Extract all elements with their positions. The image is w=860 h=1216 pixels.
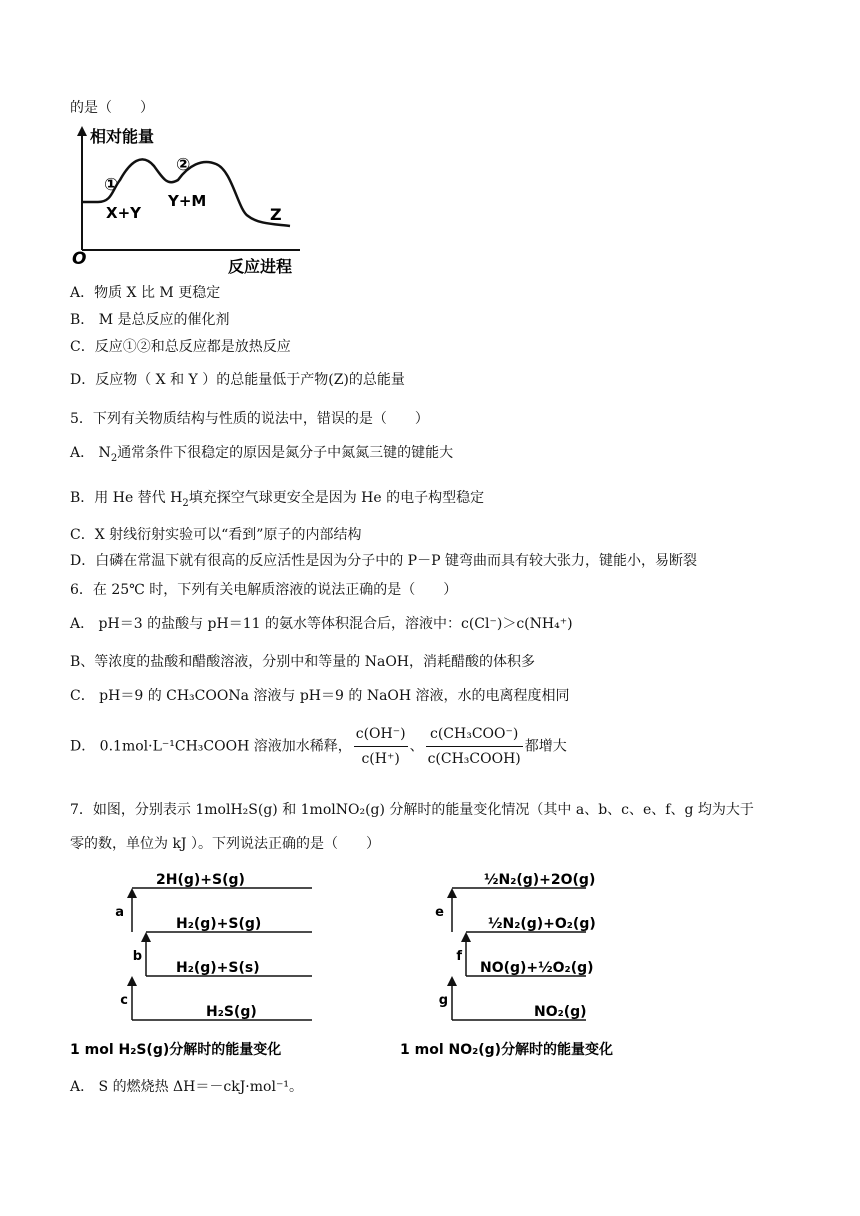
arrow-g-label: g — [438, 993, 448, 1008]
q7-stem-line1: 7．如图，分别表示 1molH₂S(g) 和 1molNO₂(g) 分解时的能量变化情况（其中 a、b、c、e、f、g 均为大于 — [70, 802, 754, 818]
level-no-half-o2: NO(g)+½O₂(g) — [480, 960, 594, 976]
q4-option-c: C．反应①②和总反应都是放热反应 — [70, 339, 291, 355]
level-h2g-sg: H₂(g)+S(g) — [176, 916, 262, 932]
level-no2: NO₂(g) — [534, 1004, 587, 1020]
x-axis-label: 反应进程 — [228, 257, 293, 276]
q5-option-c: C．X 射线衍射实验可以“看到”原子的内部结构 — [70, 527, 362, 543]
reactants-label: X+Y — [106, 204, 141, 222]
q5-option-d: D．白磷在常温下就有很高的反应活性是因为分子中的 P－P 键弯曲而具有较大张力，键能小，易断裂 — [70, 553, 697, 569]
q5-option-a: A． $N_2$通常条件下很稳定的原因是氮分子中氮氮三键的键能大 — [70, 445, 454, 464]
step2-label: ② — [176, 155, 191, 175]
no2-caption: 1 mol NO₂(g)分解时的能量变化 — [400, 1042, 614, 1058]
arrow-b-label: b — [132, 949, 142, 964]
step1-label: ① — [104, 175, 119, 195]
q6-stem: 6．在 25℃ 时，下列有关电解质溶液的说法正确的是（ ） — [70, 582, 458, 598]
energy-profile-diagram — [68, 124, 318, 276]
product-label: Z — [270, 205, 282, 224]
q7-stem-line2: 零的数，单位为 kJ ）。下列说法正确的是（ ） — [70, 836, 380, 852]
q6-option-c: C． pH＝9 的 CH₃COONa 溶液与 pH＝9 的 NaOH 溶液，水的电离程度相同 — [70, 688, 570, 704]
q4-option-a: A．物质 X 比 M 更稳定 — [70, 285, 221, 301]
fraction-acetate-acetic: $\frac{\text{c(CH₃COO⁻)}}{\text{c(CH₃COOH)}}$ — [427, 726, 521, 767]
level-half-n2-2o: ½N₂(g)+2O(g) — [484, 872, 596, 888]
origin-label: O — [72, 249, 87, 269]
q5-stem: 5．下列有关物质结构与性质的说法中，错误的是（ ） — [70, 411, 429, 427]
h2s-caption: 1 mol H₂S(g)分解时的能量变化 — [70, 1042, 282, 1058]
level-h2s: H₂S(g) — [206, 1004, 257, 1020]
arrow-a-label: a — [115, 905, 124, 920]
intermediate-label: Y+M — [168, 192, 207, 210]
no2-energy-level-diagram — [396, 868, 646, 1064]
q6-option-a: A． pH＝3 的盐酸与 pH＝11 的氨水等体积混合后，溶液中：c(Cl⁻)＞c(NH₄⁺) — [70, 616, 573, 632]
q6-option-d: D． 0.1mol·L⁻¹CH₃COOH 溶液加水稀释， $\frac{c(OH^-)}{c(H^+)}$ 、 $\frac{\text{c(CH₃COO⁻)}}{\text{c(CH₃COOH)}}$ 都增大 — [70, 726, 567, 767]
h2s-energy-level-diagram — [66, 868, 326, 1064]
level-2h-s: 2H(g)+S(g) — [156, 872, 245, 888]
q5-option-b: B．用 He 替代 $H_2$填充探空气球更安全是因为 He 的电子构型稳定 — [70, 490, 485, 509]
q6-option-b: B、等浓度的盐酸和醋酸溶液，分别中和等量的 NaOH，消耗醋酸的体积多 — [70, 654, 536, 670]
arrow-f-label: f — [456, 949, 462, 964]
question-stem-tail: 的是（ ） — [70, 100, 154, 116]
q7-option-a: A． S 的燃烧热 ΔH＝－ckJ·mol⁻¹。 — [70, 1079, 303, 1095]
level-half-n2-o2: ½N₂(g)+O₂(g) — [488, 916, 596, 932]
q4-option-d: D．反应物（ X 和 Y ）的总能量低于产物(Z)的总能量 — [70, 372, 405, 388]
arrow-e-label: e — [435, 905, 444, 920]
fraction-oh-h: $\frac{c(OH^-)}{c(H^+)}$ — [355, 726, 406, 767]
q4-option-b: B． M 是总反应的催化剂 — [70, 312, 230, 328]
y-axis-label: 相对能量 — [90, 127, 155, 146]
level-h2g-ss: H₂(g)+S(s) — [176, 960, 260, 976]
arrow-c-label: c — [120, 993, 128, 1008]
